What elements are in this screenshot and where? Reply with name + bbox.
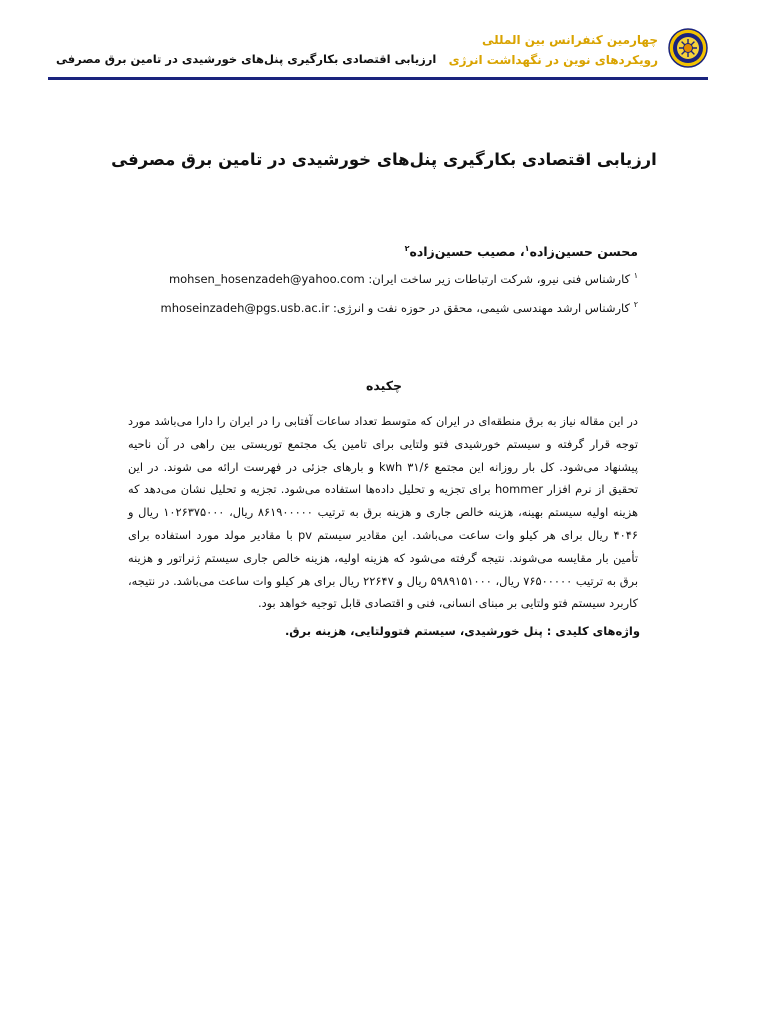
keywords-label: واژه‌های کلیدی :	[542, 624, 640, 638]
affiliation-1	[118, 267, 638, 288]
affiliation-2-email[interactable]: mhoseinzadeh@pgs.usb.ac.ir	[160, 300, 330, 315]
affiliation-1-text: کارشناس فنی نیرو، شرکت ارتباطات زیر ساخت ایران:	[364, 271, 631, 286]
affiliation-2	[118, 296, 638, 317]
keywords	[130, 624, 640, 638]
author-2-mark: ۲	[404, 244, 410, 253]
header-divider	[48, 77, 708, 80]
conference-logo-icon	[668, 28, 708, 68]
affiliation-2-mark: ۲	[633, 299, 638, 309]
running-title: ارزیابی اقتصادی بکارگیری پنل‌های خورشیدی در تامین برق مصرفی	[56, 52, 437, 66]
conference-line-2: رویکردهای نوین در نگهداشت انرژی	[448, 53, 658, 67]
affiliation-2-text: کارشناس ارشد مهندسی شیمی، محقق در حوزه نفت و انرژی:	[329, 300, 631, 315]
keywords-text: پنل خورشیدی، سیستم فتوولتایی، هزینه برق.	[284, 624, 543, 638]
author-list	[118, 244, 638, 259]
author-separator: ،	[515, 244, 525, 260]
abstract-heading: چکیده	[366, 378, 402, 393]
author-1: محسن حسین‌زاده	[529, 244, 638, 260]
authors-block	[118, 244, 638, 325]
author-2: مصیب حسین‌زاده	[409, 244, 516, 260]
author-1-mark: ۱	[524, 244, 530, 253]
conference-name	[449, 30, 658, 70]
paper-title: ارزیابی اقتصادی بکارگیری پنل‌های خورشیدی در تامین برق مصرفی	[111, 150, 657, 169]
conference-line-1: چهارمین کنفرانس بین المللی	[481, 33, 658, 47]
affiliation-1-email[interactable]: mohsen_hosenzadeh@yahoo.com	[168, 271, 365, 286]
affiliation-1-mark: ۱	[633, 271, 638, 281]
abstract-body: در این مقاله نیاز به برق منطقه‌ای در ایران که متوسط تعداد ساعات آفتابی را در ایران را دارا می‌باشد مورد توجه قرار گرفته و سیستم خورشیدی فتو ولتایی برای تامین یک مجتمع توریستی بین راهی در آن ناحیه پیشنهاد می‌شود. کل بار روزانه این مجتمع ۳۱/۶ kwh و بارهای جزئی در فهرست ارائه می شوند. در این تحقیق از نرم افزار hommer برای تجزیه و تحلیل داده‌ها استفاده می‌شود. تجزیه و تحلیل نشان می‌دهد که هزینه اولیه سیستم بهینه، هزینه خالص جاری و هزینه برق به ترتیب ۸۶۱۹۰۰۰۰۰ ریال، ۱۰۲۶۳۷۵۰۰۰ ریال و ۴۰۴۶ ریال برای هر کیلو وات ساعت می‌باشد. این مقادیر سیستم pv با مقادیر مولد مورد استفاده برای تأمین بار مقایسه می‌شوند. نتیجه گرفته می‌شود که هزینه اولیه، هزینه خالص جاری سیستم ژنراتور و هزینه برق به ترتیب ۷۶۵۰۰۰۰۰ ریال، ۵۹۸۹۱۵۱۰۰۰ ریال و ۲۲۶۴۷ ریال برای هر کیلو وات ساعت می‌باشد. در نتیجه، کاربرد سیستم فتو ولتایی بر مبنای انسانی، فنی و اقتصادی قابل توجیه خواهد بود.	[128, 414, 638, 611]
page-header	[48, 24, 708, 80]
